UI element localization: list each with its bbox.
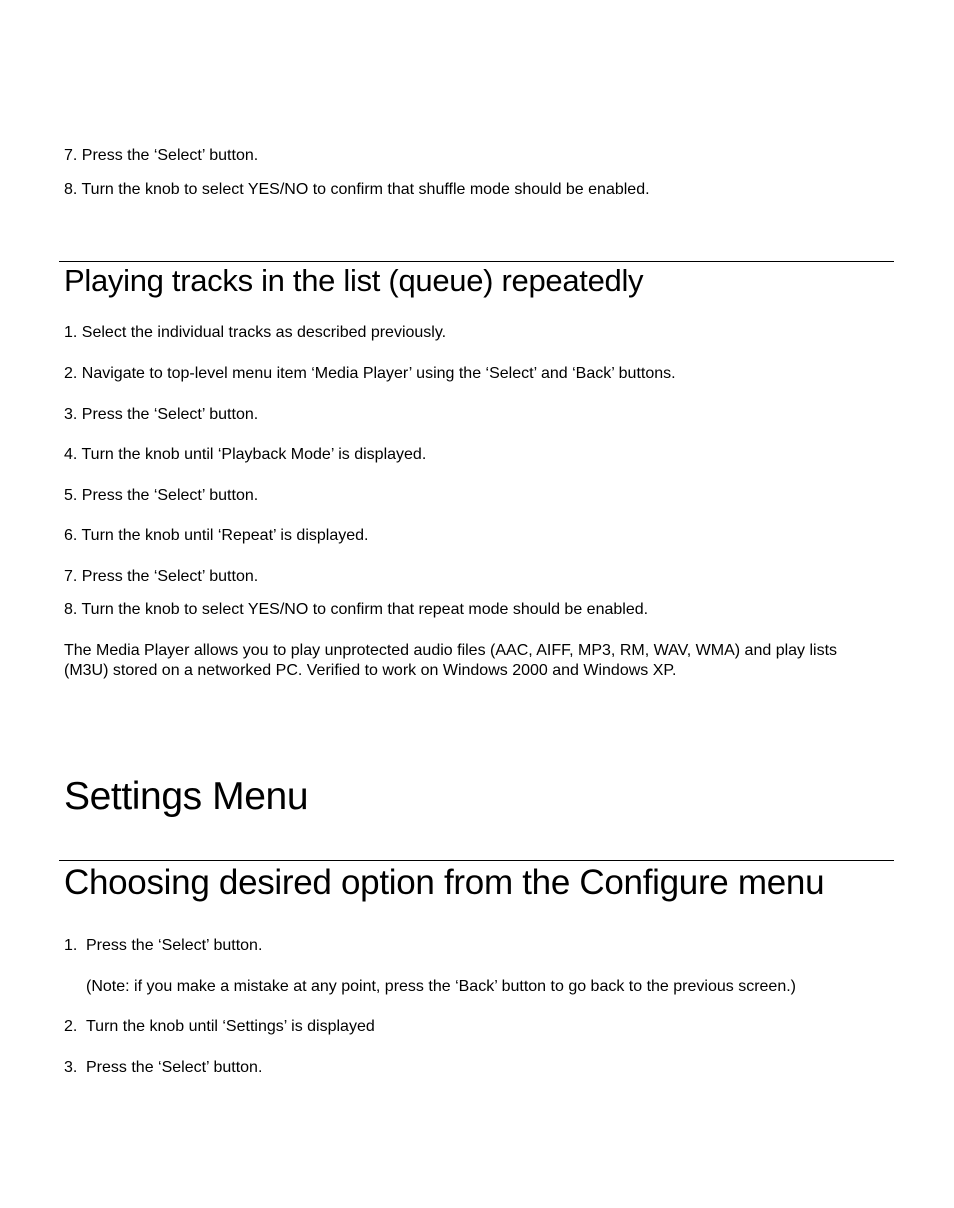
configure-step-3 [64, 1058, 262, 1078]
configure-step-1-text: Press the ‘Select’ button. [86, 937, 263, 954]
repeat-step-8: 8. Turn the knob to select YES/NO to confirm that repeat mode should be enabled. [64, 601, 649, 618]
configure-note: (Note: if you make a mistake at any point, press the ‘Back’ button to go back to the previous screen.) [86, 978, 796, 995]
configure-step-2-text: Turn the knob until ‘Settings’ is displayed [86, 1018, 375, 1035]
configure-step-3-number: 3. [64, 1059, 78, 1076]
repeat-step-1: 1. Select the individual tracks as described previously. [64, 324, 447, 341]
section-divider-configure [59, 860, 894, 861]
shuffle-step-8: 8. Turn the knob to select YES/NO to confirm that shuffle mode should be enabled. [64, 181, 650, 198]
configure-step-2 [64, 1017, 375, 1037]
repeat-step-4: 4. Turn the knob until ‘Playback Mode’ is displayed. [64, 446, 427, 463]
repeat-step-3: 3. Press the ‘Select’ button. [64, 406, 259, 423]
repeat-section-heading: Playing tracks in the list (queue) repeatedly [64, 263, 644, 298]
repeat-step-5: 5. Press the ‘Select’ button. [64, 487, 259, 504]
configure-step-3-text: Press the ‘Select’ button. [86, 1059, 263, 1076]
media-player-description: The Media Player allows you to play unprotected audio files (AAC, AIFF, MP3, RM, WAV, WMA) and play lists (M3U) stored on a networked PC. Verified to work on Windows 2000 and Windows XP. [64, 642, 838, 679]
section-divider-repeat [59, 261, 894, 262]
configure-section-heading: Choosing desired option from the Configure menu [64, 863, 825, 902]
repeat-step-2: 2. Navigate to top-level menu item ‘Media Player’ using the ‘Select’ and ‘Back’ buttons. [64, 365, 676, 382]
repeat-step-7: 7. Press the ‘Select’ button. [64, 568, 259, 585]
settings-menu-heading: Settings Menu [64, 775, 309, 818]
repeat-step-6: 6. Turn the knob until ‘Repeat’ is displayed. [64, 527, 369, 544]
configure-step-1-number: 1. [64, 937, 78, 954]
configure-step-2-number: 2. [64, 1018, 78, 1035]
shuffle-step-7: 7. Press the ‘Select’ button. [64, 147, 259, 164]
configure-step-1 [64, 936, 262, 956]
